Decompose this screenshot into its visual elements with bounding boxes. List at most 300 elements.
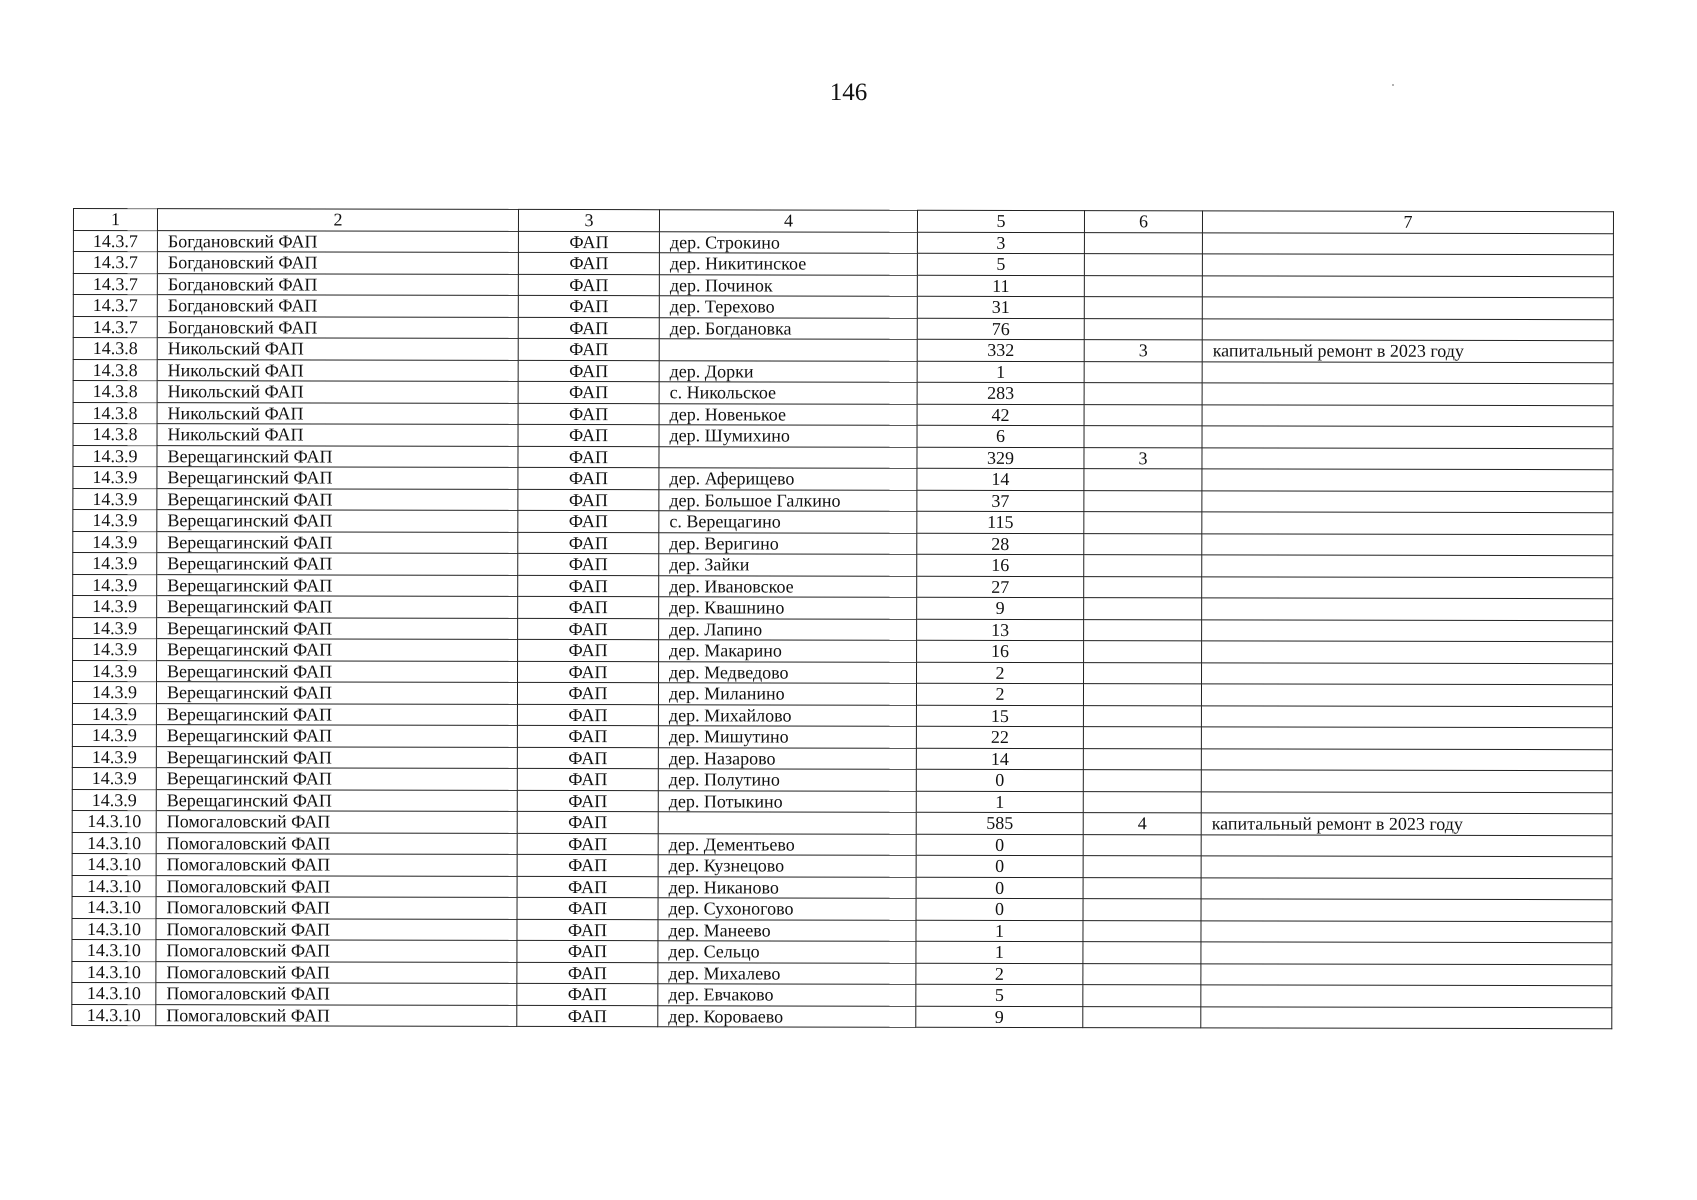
settlement-cell: дер. Богдановка [659, 317, 917, 339]
table-row [73, 617, 1613, 642]
table-row [72, 767, 1612, 792]
table-row [73, 488, 1613, 513]
facility-name-cell: Верещагинский ФАП [156, 768, 517, 790]
settlement-cell: дер. Назарово [658, 747, 916, 769]
row-number-cell: 14.3.10 [72, 918, 156, 940]
note-cell [1202, 533, 1613, 555]
note-cell [1202, 619, 1613, 641]
facility-type-cell: ФАП [518, 360, 659, 382]
table-row [72, 896, 1612, 921]
table-row [73, 531, 1613, 556]
table-row [72, 789, 1612, 814]
table-row [72, 853, 1612, 878]
staff-cell: 3 [1084, 447, 1202, 469]
staff-cell [1083, 791, 1201, 813]
note-cell [1202, 426, 1613, 448]
settlement-cell: дер. Кузнецово [658, 855, 916, 877]
settlement-cell: дер. Мишутино [658, 726, 916, 748]
row-number-cell: 14.3.10 [72, 1004, 156, 1026]
population-cell: 0 [916, 898, 1083, 920]
settlement-cell: дер. Лапино [659, 618, 917, 640]
staff-cell [1084, 598, 1202, 620]
row-number-cell: 14.3.10 [72, 853, 156, 875]
row-number-cell: 14.3.9 [73, 467, 157, 489]
staff-cell [1083, 834, 1201, 856]
facility-name-cell: Никольский ФАП [157, 424, 518, 446]
row-number-cell: 14.3.9 [73, 660, 157, 682]
facility-name-cell: Верещагинский ФАП [157, 510, 518, 532]
staff-cell [1083, 748, 1201, 770]
note-cell [1202, 275, 1613, 297]
facility-type-cell: ФАП [518, 274, 659, 296]
facility-name-cell: Никольский ФАП [157, 402, 518, 424]
population-cell: 16 [917, 554, 1084, 576]
facility-type-cell: ФАП [518, 381, 659, 403]
note-cell [1202, 641, 1613, 663]
settlement-cell [658, 812, 916, 834]
population-cell: 14 [916, 748, 1083, 770]
settlement-cell: дер. Зайки [659, 554, 917, 576]
note-cell [1202, 598, 1613, 620]
facility-type-cell: ФАП [518, 403, 659, 425]
staff-cell [1083, 942, 1201, 964]
facility-type-cell: ФАП [517, 1005, 658, 1027]
staff-cell [1084, 361, 1202, 383]
settlement-cell: дер. Потыкино [658, 790, 916, 812]
table-row [73, 295, 1613, 320]
facility-name-cell: Богдановский ФАП [157, 273, 518, 295]
settlement-cell: дер. Никаново [658, 876, 916, 898]
page-number: 146 [829, 79, 868, 106]
facility-name-cell: Верещагинский ФАП [157, 488, 518, 510]
facility-name-cell: Помогаловский ФАП [156, 811, 517, 833]
facility-name-cell: Помогаловский ФАП [156, 961, 517, 983]
row-number-cell: 14.3.10 [72, 961, 156, 983]
document-table [71, 208, 1614, 1029]
facility-type-cell: ФАП [518, 510, 659, 532]
population-cell: 2 [916, 683, 1083, 705]
note-cell [1202, 297, 1613, 319]
facility-type-cell: ФАП [517, 768, 658, 790]
population-cell: 115 [917, 511, 1084, 533]
staff-cell [1083, 963, 1201, 985]
staff-cell [1083, 770, 1201, 792]
staff-cell [1083, 856, 1201, 878]
settlement-cell: с. Верещагино [659, 511, 917, 533]
row-number-cell: 14.3.9 [73, 510, 157, 532]
facility-name-cell: Верещагинский ФАП [157, 617, 518, 639]
facility-name-cell: Помогаловский ФАП [156, 940, 517, 962]
population-cell: 2 [917, 662, 1084, 684]
row-number-cell: 14.3.10 [72, 939, 156, 961]
facility-type-cell: ФАП [518, 489, 659, 511]
staff-cell [1083, 727, 1201, 749]
facility-type-cell: ФАП [518, 231, 659, 253]
table-row [73, 660, 1613, 685]
facility-type-cell: ФАП [517, 833, 658, 855]
staff-cell [1084, 254, 1202, 276]
table-row [73, 510, 1613, 535]
population-cell: 22 [916, 726, 1083, 748]
facility-type-cell: ФАП [517, 983, 658, 1005]
population-cell: 0 [916, 769, 1083, 791]
settlement-cell: дер. Дементьево [658, 833, 916, 855]
staff-cell [1084, 555, 1202, 577]
row-number-cell: 14.3.9 [72, 682, 156, 704]
population-cell: 1 [916, 920, 1083, 942]
facility-name-cell: Верещагинский ФАП [156, 746, 517, 768]
facility-type-cell: ФАП [518, 553, 659, 575]
facility-type-cell: ФАП [518, 618, 659, 640]
table-row [73, 316, 1613, 341]
table-row [72, 875, 1612, 900]
facility-name-cell: Верещагинский ФАП [157, 596, 518, 618]
note-cell [1202, 232, 1613, 254]
table-row [73, 574, 1613, 599]
note-cell [1202, 404, 1613, 426]
settlement-cell: дер. Миланино [658, 683, 916, 705]
table-row [72, 810, 1612, 835]
population-cell: 9 [916, 1006, 1083, 1028]
note-cell [1202, 361, 1613, 383]
note-cell [1202, 383, 1613, 405]
staff-cell [1084, 662, 1202, 684]
facility-name-cell: Богдановский ФАП [157, 316, 518, 338]
facility-name-cell: Помогаловский ФАП [156, 854, 517, 876]
population-cell: 283 [917, 382, 1084, 404]
facility-name-cell: Никольский ФАП [157, 381, 518, 403]
facility-type-cell: ФАП [518, 295, 659, 317]
settlement-cell: дер. Дорки [659, 360, 917, 382]
note-cell [1201, 770, 1612, 792]
facility-name-cell: Верещагинский ФАП [157, 467, 518, 489]
table-row [73, 553, 1613, 578]
note-cell [1201, 899, 1612, 921]
population-cell: 16 [917, 640, 1084, 662]
staff-cell [1083, 1006, 1201, 1028]
header-cell-1: 1 [73, 209, 157, 231]
note-cell [1201, 791, 1612, 813]
note-cell [1202, 254, 1613, 276]
facility-type-cell: ФАП [517, 897, 658, 919]
facility-name-cell: Помогаловский ФАП [156, 897, 517, 919]
table-row [72, 832, 1612, 857]
population-cell: 31 [917, 296, 1084, 318]
table-row [73, 445, 1613, 470]
settlement-cell: дер. Большое Галкино [659, 489, 917, 511]
staff-cell [1084, 490, 1202, 512]
facility-type-cell: ФАП [518, 639, 659, 661]
staff-cell [1083, 985, 1201, 1007]
row-number-cell: 14.3.10 [72, 875, 156, 897]
population-cell: 5 [916, 984, 1083, 1006]
facility-name-cell: Помогаловский ФАП [156, 832, 517, 854]
row-number-cell: 14.3.10 [72, 832, 156, 854]
scan-speck [1392, 84, 1394, 86]
facility-name-cell: Верещагинский ФАП [157, 639, 518, 661]
settlement-cell: дер. Шумихино [659, 425, 917, 447]
row-number-cell: 14.3.9 [73, 531, 157, 553]
note-cell [1201, 942, 1612, 964]
settlement-cell: дер. Михалево [658, 962, 916, 984]
staff-cell [1084, 232, 1202, 254]
facility-type-cell: ФАП [518, 338, 659, 360]
settlement-cell: дер. Макарино [659, 640, 917, 662]
row-number-cell: 14.3.9 [73, 639, 157, 661]
note-cell [1202, 490, 1613, 512]
facility-name-cell: Помогаловский ФАП [156, 983, 517, 1005]
note-cell [1201, 963, 1612, 985]
facility-type-cell: ФАП [518, 661, 659, 683]
header-cell-2: 2 [157, 209, 518, 231]
row-number-cell: 14.3.9 [72, 789, 156, 811]
facility-type-cell: ФАП [518, 424, 659, 446]
row-number-cell: 14.3.9 [73, 596, 157, 618]
staff-cell [1083, 705, 1201, 727]
note-cell [1202, 662, 1613, 684]
note-cell [1202, 576, 1613, 598]
facility-type-cell: ФАП [517, 704, 658, 726]
table-row [73, 230, 1613, 255]
staff-cell [1084, 383, 1202, 405]
population-cell: 0 [916, 834, 1083, 856]
population-cell: 332 [917, 339, 1084, 361]
note-cell [1201, 920, 1612, 942]
facility-name-cell: Верещагинский ФАП [156, 789, 517, 811]
facility-name-cell: Помогаловский ФАП [156, 1004, 517, 1026]
facility-name-cell: Помогаловский ФАП [156, 918, 517, 940]
staff-cell [1084, 318, 1202, 340]
population-cell: 5 [917, 253, 1084, 275]
table-row [73, 639, 1613, 664]
note-cell [1202, 447, 1613, 469]
population-cell: 1 [916, 791, 1083, 813]
row-number-cell: 14.3.7 [73, 295, 157, 317]
note-cell [1202, 512, 1613, 534]
staff-cell [1084, 469, 1202, 491]
population-cell: 0 [916, 855, 1083, 877]
staff-cell [1084, 641, 1202, 663]
row-number-cell: 14.3.9 [73, 617, 157, 639]
facility-name-cell: Верещагинский ФАП [156, 703, 517, 725]
settlement-cell: дер. Сухоногово [658, 898, 916, 920]
facility-name-cell: Верещагинский ФАП [157, 531, 518, 553]
settlement-cell: дер. Ивановское [659, 575, 917, 597]
note-cell [1202, 318, 1613, 340]
settlement-cell: с. Никольское [659, 382, 917, 404]
row-number-cell: 14.3.9 [73, 553, 157, 575]
note-cell [1201, 856, 1612, 878]
facility-type-cell: ФАП [517, 682, 658, 704]
staff-cell [1083, 877, 1201, 899]
population-cell: 3 [917, 232, 1084, 254]
row-number-cell: 14.3.10 [72, 896, 156, 918]
settlement-cell: дер. Сельцо [658, 941, 916, 963]
staff-cell [1083, 684, 1201, 706]
row-number-cell: 14.3.8 [73, 424, 157, 446]
staff-cell [1084, 619, 1202, 641]
row-number-cell: 14.3.7 [73, 316, 157, 338]
table-row [73, 252, 1613, 277]
settlement-cell: дер. Новенькое [659, 403, 917, 425]
staff-cell [1084, 404, 1202, 426]
settlement-cell: дер. Никитинское [659, 253, 917, 275]
note-cell [1201, 705, 1612, 727]
population-cell: 585 [916, 812, 1083, 834]
table-row [72, 682, 1612, 707]
settlement-cell: дер. Манеево [658, 919, 916, 941]
facility-name-cell: Верещагинский ФАП [157, 574, 518, 596]
facility-type-cell: ФАП [518, 446, 659, 468]
facility-name-cell: Никольский ФАП [157, 359, 518, 381]
staff-cell [1084, 297, 1202, 319]
row-number-cell: 14.3.9 [72, 703, 156, 725]
staff-cell [1083, 920, 1201, 942]
facility-name-cell: Верещагинский ФАП [157, 660, 518, 682]
population-cell: 9 [917, 597, 1084, 619]
row-number-cell: 14.3.8 [73, 381, 157, 403]
note-cell [1201, 985, 1612, 1007]
note-cell [1202, 469, 1613, 491]
note-cell [1201, 877, 1612, 899]
row-number-cell: 14.3.9 [72, 746, 156, 768]
staff-cell [1084, 512, 1202, 534]
note-cell [1201, 748, 1612, 770]
table-row [72, 703, 1612, 728]
staff-cell [1083, 899, 1201, 921]
note-cell [1202, 555, 1613, 577]
row-number-cell: 14.3.7 [73, 273, 157, 295]
row-number-cell: 14.3.8 [73, 402, 157, 424]
facility-name-cell: Никольский ФАП [157, 338, 518, 360]
facility-name-cell: Помогаловский ФАП [156, 875, 517, 897]
facility-name-cell: Богдановский ФАП [157, 295, 518, 317]
facility-name-cell: Верещагинский ФАП [156, 725, 517, 747]
note-cell: капитальный ремонт в 2023 году [1202, 340, 1613, 362]
table-row [73, 467, 1613, 492]
row-number-cell: 14.3.7 [73, 252, 157, 274]
table-row [73, 596, 1613, 621]
facility-type-cell: ФАП [517, 811, 658, 833]
note-cell [1201, 727, 1612, 749]
settlement-cell: дер. Медведово [659, 661, 917, 683]
row-number-cell: 14.3.9 [73, 488, 157, 510]
settlement-cell: дер. Короваево [658, 1005, 916, 1027]
staff-cell [1084, 426, 1202, 448]
facility-type-cell: ФАП [518, 575, 659, 597]
row-number-cell: 14.3.9 [72, 724, 156, 746]
facility-name-cell: Верещагинский ФАП [156, 682, 517, 704]
header-cell-4: 4 [659, 210, 917, 232]
header-cell-5: 5 [917, 210, 1084, 232]
facility-name-cell: Верещагинский ФАП [157, 553, 518, 575]
population-cell: 14 [917, 468, 1084, 490]
population-cell: 1 [916, 941, 1083, 963]
settlement-cell: дер. Починок [659, 274, 917, 296]
note-cell [1201, 1006, 1612, 1028]
population-cell: 1 [917, 361, 1084, 383]
table-body [72, 230, 1614, 1029]
row-number-cell: 14.3.8 [73, 359, 157, 381]
population-cell: 13 [917, 619, 1084, 641]
settlement-cell: дер. Терехово [659, 296, 917, 318]
table-row [72, 1004, 1612, 1029]
staff-cell: 3 [1084, 340, 1202, 362]
population-cell: 37 [917, 490, 1084, 512]
population-cell: 15 [916, 705, 1083, 727]
settlement-cell: дер. Квашнино [659, 597, 917, 619]
staff-cell [1084, 533, 1202, 555]
table-row [72, 724, 1612, 749]
row-number-cell: 14.3.10 [72, 982, 156, 1004]
facility-type-cell: ФАП [517, 940, 658, 962]
table-row [73, 273, 1613, 298]
facility-type-cell: ФАП [517, 747, 658, 769]
header-cell-3: 3 [518, 209, 659, 231]
settlement-cell [659, 446, 917, 468]
population-cell: 27 [917, 576, 1084, 598]
population-cell: 2 [916, 963, 1083, 985]
staff-cell [1084, 576, 1202, 598]
population-cell: 329 [917, 447, 1084, 469]
table-row [72, 982, 1612, 1007]
header-cell-6: 6 [1084, 211, 1202, 233]
row-number-cell: 14.3.9 [72, 767, 156, 789]
staff-cell [1084, 275, 1202, 297]
row-number-cell: 14.3.7 [73, 230, 157, 252]
settlement-cell [659, 339, 917, 361]
note-cell [1201, 684, 1612, 706]
header-cell-7: 7 [1202, 211, 1613, 233]
population-cell: 76 [917, 318, 1084, 340]
note-cell [1201, 834, 1612, 856]
facility-type-cell: ФАП [517, 876, 658, 898]
table-row [72, 939, 1612, 964]
row-number-cell: 14.3.9 [73, 445, 157, 467]
facility-name-cell: Богдановский ФАП [157, 252, 518, 274]
facility-type-cell: ФАП [518, 596, 659, 618]
facility-type-cell: ФАП [518, 252, 659, 274]
settlement-cell: дер. Строкино [659, 231, 917, 253]
note-cell: капитальный ремонт в 2023 году [1201, 813, 1612, 835]
settlement-cell: дер. Веригино [659, 532, 917, 554]
population-cell: 0 [916, 877, 1083, 899]
table-row [72, 961, 1612, 986]
facility-type-cell: ФАП [517, 919, 658, 941]
settlement-cell: дер. Аферищево [659, 468, 917, 490]
facility-type-cell: ФАП [517, 854, 658, 876]
row-number-cell: 14.3.10 [72, 810, 156, 832]
facility-type-cell: ФАП [518, 317, 659, 339]
facility-name-cell: Богдановский ФАП [157, 230, 518, 252]
staff-cell: 4 [1083, 813, 1201, 835]
facility-type-cell: ФАП [517, 962, 658, 984]
facility-type-cell: ФАП [518, 532, 659, 554]
population-cell: 28 [917, 533, 1084, 555]
settlement-cell: дер. Полутино [658, 769, 916, 791]
settlement-cell: дер. Михайлово [658, 704, 916, 726]
facility-name-cell: Верещагинский ФАП [157, 445, 518, 467]
table-row [72, 746, 1612, 771]
population-cell: 6 [917, 425, 1084, 447]
facility-type-cell: ФАП [518, 467, 659, 489]
population-cell: 42 [917, 404, 1084, 426]
facility-type-cell: ФАП [517, 725, 658, 747]
settlement-cell: дер. Евчаково [658, 984, 916, 1006]
population-cell: 11 [917, 275, 1084, 297]
facility-type-cell: ФАП [517, 790, 658, 812]
table-row [72, 918, 1612, 943]
